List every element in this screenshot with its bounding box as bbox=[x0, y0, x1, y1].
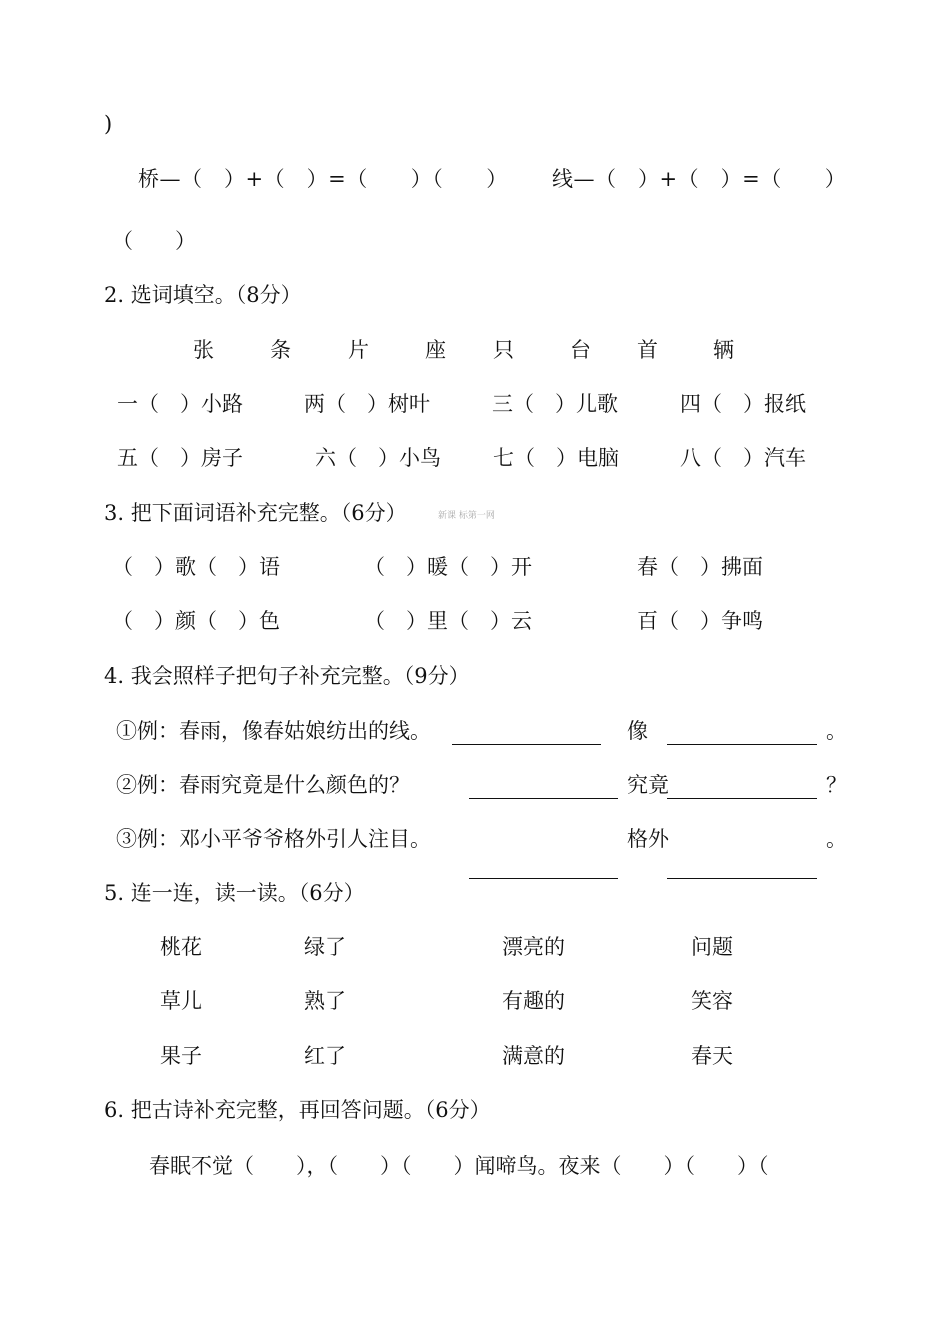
match-item[interactable]: 满意的 bbox=[502, 1044, 565, 1068]
word-bank-item: 台 bbox=[570, 338, 591, 362]
poem-line: 春眠不觉（ ），（ ）（ ）闻啼鸟。夜来（ ）（ ）（ bbox=[149, 1154, 769, 1178]
q2-fill-item: 四（ ）报纸 bbox=[680, 392, 806, 416]
q4-end-1: 。 bbox=[826, 719, 847, 743]
continuation-paren: ) bbox=[104, 112, 113, 136]
q2-fill-item: 六（ ）小鸟 bbox=[315, 446, 441, 470]
word-bank-item: 只 bbox=[493, 338, 514, 362]
q4-example-2: ②例：春雨究竟是什么颜色的？ bbox=[116, 773, 410, 797]
q4-end-2: ？ bbox=[826, 773, 847, 797]
match-item[interactable]: 有趣的 bbox=[502, 989, 565, 1013]
q2-title: 2. 选词填空。（8分） bbox=[104, 283, 302, 307]
q3-title: 3. 把下面词语补充完整。（6分） bbox=[104, 501, 407, 525]
match-item[interactable]: 春天 bbox=[691, 1044, 733, 1068]
match-item[interactable]: 红了 bbox=[304, 1044, 346, 1068]
q3-fill-item: （ ）歌（ ）语 bbox=[112, 555, 280, 579]
match-item[interactable]: 问题 bbox=[691, 935, 733, 959]
q2-fill-item: 三（ ）儿歌 bbox=[492, 392, 618, 416]
word-bank-item: 片 bbox=[348, 338, 369, 362]
answer-blank[interactable] bbox=[469, 798, 618, 799]
match-item[interactable]: 草儿 bbox=[160, 989, 202, 1013]
q2-fill-item: 一（ ）小路 bbox=[117, 392, 243, 416]
answer-blank[interactable] bbox=[452, 744, 601, 745]
q3-fill-item: 春（ ）拂面 bbox=[637, 555, 763, 579]
decompose-row-continuation: （ ） bbox=[112, 229, 196, 253]
q3-fill-item: （ ）颜（ ）色 bbox=[112, 609, 280, 633]
q4-title: 4. 我会照样子把句子补充完整。（9分） bbox=[104, 664, 470, 688]
q3-fill-item: （ ）里（ ）云 bbox=[364, 609, 532, 633]
q4-example-3: ③例：邓小平爷爷格外引人注目。 bbox=[116, 827, 431, 851]
match-item[interactable]: 熟了 bbox=[304, 989, 346, 1013]
word-bank-item: 张 bbox=[193, 338, 214, 362]
word-bank-item: 条 bbox=[270, 338, 291, 362]
decompose-row-xian: 线—（ ）+（ ）=（ ） bbox=[552, 167, 847, 191]
answer-blank[interactable] bbox=[469, 878, 618, 879]
match-item[interactable]: 桃花 bbox=[160, 935, 202, 959]
match-item[interactable]: 笑容 bbox=[691, 989, 733, 1013]
q2-fill-item: 两（ ）树叶 bbox=[304, 392, 430, 416]
q2-fill-item: 五（ ）房子 bbox=[117, 446, 243, 470]
q2-fill-item: 七（ ）电脑 bbox=[493, 446, 619, 470]
match-item[interactable]: 绿了 bbox=[304, 935, 346, 959]
q4-keyword-2: 究竟 bbox=[627, 773, 669, 797]
q2-fill-item: 八（ ）汽车 bbox=[680, 446, 806, 470]
q4-example-1: ①例：春雨，像春姑娘纺出的线。 bbox=[116, 719, 431, 743]
q3-fill-item: （ ）暖（ ）开 bbox=[364, 555, 532, 579]
answer-blank[interactable] bbox=[667, 798, 817, 799]
q4-keyword-3: 格外 bbox=[627, 827, 669, 851]
match-item[interactable]: 果子 bbox=[160, 1044, 202, 1068]
match-item[interactable]: 漂亮的 bbox=[502, 935, 565, 959]
word-bank-item: 座 bbox=[425, 338, 446, 362]
decompose-row-qiao: 桥—（ ）+（ ）=（ ）（ ） bbox=[138, 167, 508, 191]
q5-title: 5. 连一连，读一读。（6分） bbox=[104, 881, 365, 905]
answer-blank[interactable] bbox=[667, 878, 817, 879]
watermark: 新课 标第一网 bbox=[438, 511, 495, 521]
q4-keyword-1: 像 bbox=[627, 719, 648, 743]
q3-fill-item: 百（ ）争鸣 bbox=[637, 609, 763, 633]
answer-blank[interactable] bbox=[667, 744, 817, 745]
word-bank-item: 辆 bbox=[713, 338, 734, 362]
q6-title: 6. 把古诗补充完整，再回答问题。（6分） bbox=[104, 1098, 491, 1122]
q4-end-3: 。 bbox=[826, 827, 847, 851]
word-bank-item: 首 bbox=[637, 338, 658, 362]
